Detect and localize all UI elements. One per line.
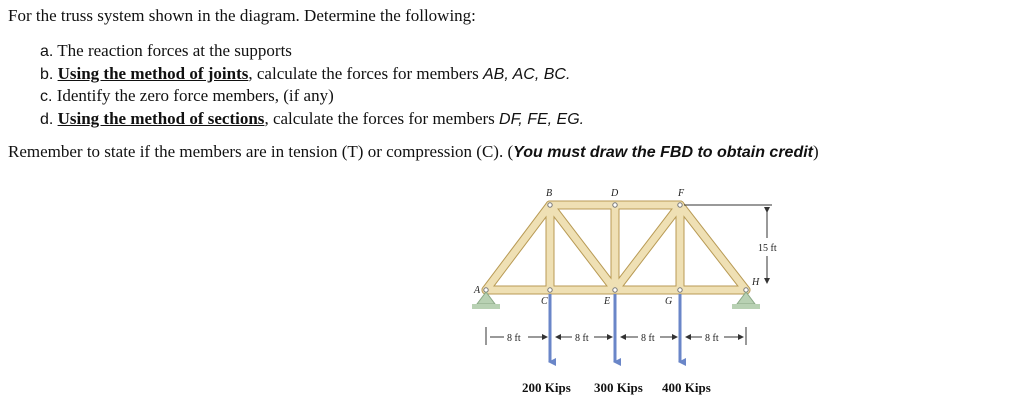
load-label-c: 200 Kips (522, 380, 571, 395)
joint-label-e: E (604, 296, 611, 307)
joint-label-b: B (546, 188, 553, 199)
load-arrows (550, 294, 680, 362)
item-marker: b. (40, 65, 54, 83)
method-of-joints: Using the method of joints (57, 63, 249, 83)
joint-label-d: D (611, 188, 619, 199)
truss-members (484, 203, 748, 292)
joint-label-h: H (752, 277, 760, 288)
item-text: Identify the zero force members, (if any) (56, 86, 334, 105)
support-h (732, 292, 760, 309)
reminder-emphasis: You must draw the FBD to obtain credit (513, 144, 813, 161)
span-label-3: 8 ft (641, 333, 655, 344)
item-marker: a. (40, 43, 54, 60)
item-text: , calculate the forces for members (264, 108, 500, 128)
member-list: DF, FE, EG (499, 110, 580, 128)
item-marker: d. (40, 110, 54, 128)
problem-intro: For the truss system shown in the diagram. Determine the following: (8, 6, 476, 25)
joint-label-c: C (541, 296, 548, 307)
item-end: . (565, 65, 571, 83)
load-label-e: 300 Kips (594, 380, 643, 395)
reminder-text: Remember to state if the members are in tension (T) or compression (C). ( (8, 142, 514, 161)
item-marker: c. (40, 88, 53, 105)
item-end: . (579, 110, 585, 128)
member-list: AB, AC, BC (482, 65, 566, 83)
method-of-sections: Using the method of sections (57, 108, 265, 128)
joint-label-a: A (474, 285, 481, 296)
height-label: 15 ft (758, 243, 777, 254)
span-label-2: 8 ft (575, 333, 589, 344)
span-label-1: 8 ft (507, 333, 521, 344)
joint-label-f: F (678, 188, 685, 199)
load-label-g: 400 Kips (662, 380, 711, 395)
item-text: The reaction forces at the supports (57, 41, 292, 60)
item-text: , calculate the forces for members (248, 63, 483, 83)
reminder-close: ) (813, 142, 819, 161)
joint-label-g: G (665, 296, 673, 307)
span-label-4: 8 ft (705, 333, 719, 344)
